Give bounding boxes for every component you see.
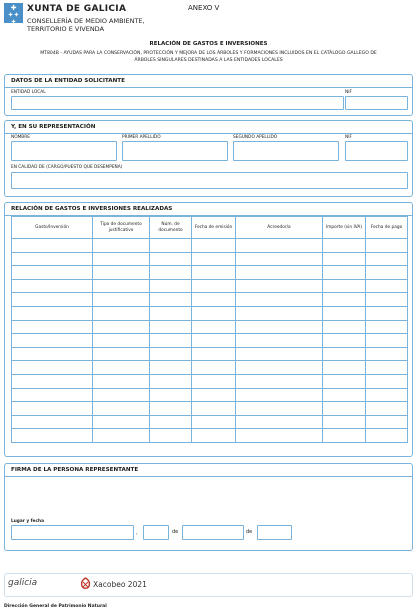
table-cell[interactable]: [236, 361, 323, 375]
table-cell[interactable]: [12, 402, 93, 416]
table-cell[interactable]: [236, 252, 323, 266]
entidad-section-title: DATOS DE LA ENTIDAD SOLICITANTE: [11, 78, 125, 84]
table-row: [12, 415, 408, 429]
table-cell[interactable]: [192, 415, 236, 429]
entidad-nif-input[interactable]: [345, 96, 408, 110]
table-cell[interactable]: [236, 293, 323, 307]
table-cell[interactable]: [12, 361, 93, 375]
table-cell[interactable]: [236, 306, 323, 320]
direccion-general-label: Dirección General de Patrimonio Natural: [4, 604, 107, 609]
table-cell[interactable]: [93, 402, 150, 416]
table-row: [12, 429, 408, 443]
calidad-label: EN CALIDAD DE (CARGO/PUESTO QUE DESEMPEÑA): [11, 165, 123, 170]
table-cell[interactable]: [366, 334, 408, 348]
table-cell[interactable]: [192, 266, 236, 280]
table-cell[interactable]: [93, 306, 150, 320]
table-cell[interactable]: [323, 239, 366, 253]
table-cell[interactable]: [192, 252, 236, 266]
comma-separator: ,: [136, 530, 138, 536]
table-row: [12, 347, 408, 361]
table-cell[interactable]: [192, 239, 236, 253]
lugar-fecha-label: Lugar y fecha: [11, 519, 44, 524]
table-cell[interactable]: [366, 239, 408, 253]
table-cell[interactable]: [192, 320, 236, 334]
table-cell[interactable]: [93, 266, 150, 280]
table-cell[interactable]: [192, 334, 236, 348]
table-cell[interactable]: [366, 252, 408, 266]
table-cell[interactable]: [150, 374, 192, 388]
section-divider: [5, 87, 412, 88]
column-header: Fecha de pago: [366, 217, 408, 239]
table-cell[interactable]: [12, 334, 93, 348]
table-cell[interactable]: [366, 279, 408, 293]
table-cell[interactable]: [366, 429, 408, 443]
table-cell[interactable]: [323, 374, 366, 388]
table-cell[interactable]: [93, 361, 150, 375]
table-cell[interactable]: [236, 239, 323, 253]
table-cell[interactable]: [236, 429, 323, 443]
table-cell[interactable]: [366, 320, 408, 334]
table-cell[interactable]: [323, 415, 366, 429]
table-cell[interactable]: [93, 347, 150, 361]
table-cell[interactable]: [236, 415, 323, 429]
table-row: [12, 279, 408, 293]
table-cell[interactable]: [12, 293, 93, 307]
table-row: [12, 334, 408, 348]
de-separator-1: de: [172, 529, 179, 535]
primer-apellido-label: PRIMER APELLIDO: [122, 135, 161, 140]
table-cell[interactable]: [12, 266, 93, 280]
table-cell[interactable]: [93, 429, 150, 443]
table-cell[interactable]: [12, 306, 93, 320]
gastos-section-title: RELACIÓN DE GASTOS E INVERSIONES REALIZADAS: [11, 206, 173, 212]
table-cell[interactable]: [192, 402, 236, 416]
xacobeo-logo-icon: [80, 577, 91, 590]
section-divider: [5, 133, 412, 134]
table-cell[interactable]: [12, 239, 93, 253]
table-cell[interactable]: [323, 279, 366, 293]
table-cell[interactable]: [366, 402, 408, 416]
table-row: [12, 402, 408, 416]
table-row: [12, 252, 408, 266]
table-cell[interactable]: [236, 320, 323, 334]
xacobeo-logo-text: Xacobeo 2021: [93, 580, 147, 589]
table-cell[interactable]: [323, 388, 366, 402]
table-cell[interactable]: [366, 293, 408, 307]
galicia-logo: galicia: [8, 578, 38, 588]
table-cell[interactable]: [323, 429, 366, 443]
representante-nif-input[interactable]: [345, 141, 408, 161]
table-cell[interactable]: [323, 402, 366, 416]
table-cell[interactable]: [150, 334, 192, 348]
table-cell[interactable]: [323, 334, 366, 348]
entidad-nif-label: NIF: [345, 90, 352, 95]
table-cell[interactable]: [323, 361, 366, 375]
table-cell[interactable]: [93, 252, 150, 266]
table-cell[interactable]: [150, 306, 192, 320]
table-header-row: [12, 217, 408, 239]
table-cell[interactable]: [12, 347, 93, 361]
entidad-local-label: ENTIDAD LOCAL: [11, 90, 46, 95]
table-cell[interactable]: [93, 334, 150, 348]
table-cell[interactable]: [323, 293, 366, 307]
table-cell[interactable]: [236, 374, 323, 388]
table-cell[interactable]: [236, 388, 323, 402]
table-cell[interactable]: [12, 429, 93, 443]
table-cell[interactable]: [236, 347, 323, 361]
table-cell[interactable]: [323, 252, 366, 266]
table-cell[interactable]: [93, 374, 150, 388]
table-cell[interactable]: [323, 320, 366, 334]
table-cell[interactable]: [366, 374, 408, 388]
gastos-table: [11, 216, 408, 443]
table-cell[interactable]: [12, 320, 93, 334]
section-divider: [5, 476, 412, 477]
lugar-input[interactable]: [11, 525, 134, 540]
footer-band: [4, 573, 413, 597]
table-row: [12, 374, 408, 388]
table-cell[interactable]: [192, 279, 236, 293]
table-cell[interactable]: [150, 388, 192, 402]
table-cell[interactable]: [236, 266, 323, 280]
firma-section-title: FIRMA DE LA PERSONA REPRESENTANTE: [11, 467, 139, 473]
org-name: XUNTA DE GALICIA: [27, 4, 127, 14]
table-cell[interactable]: [192, 347, 236, 361]
document-title: RELACIÓN DE GASTOS E INVERSIONES: [149, 41, 268, 47]
gastos-section: [4, 202, 413, 457]
annex-label: ANEXO V: [188, 4, 220, 12]
table-cell[interactable]: [12, 415, 93, 429]
representacion-section: [4, 120, 413, 197]
department-line-1: CONSELLERÍA DE MEDIO AMBIENTE,: [27, 17, 145, 25]
mes-input[interactable]: [182, 525, 244, 540]
table-cell[interactable]: [93, 415, 150, 429]
table-cell[interactable]: [93, 293, 150, 307]
nombre-label: NOMBRE: [11, 135, 30, 140]
table-cell[interactable]: [323, 347, 366, 361]
department-line-2: TERRITORIO E VIVENDA: [27, 25, 105, 33]
representacion-section-title: Y, EN SU REPRESENTACIÓN: [11, 124, 96, 130]
calidad-input[interactable]: [11, 172, 408, 189]
table-cell[interactable]: [150, 361, 192, 375]
column-header: Fecha de emisión: [192, 217, 236, 239]
table-cell[interactable]: [150, 402, 192, 416]
table-cell[interactable]: [93, 388, 150, 402]
table-cell[interactable]: [12, 374, 93, 388]
table-cell[interactable]: [323, 306, 366, 320]
column-header: Gasto/Inversión: [12, 217, 93, 239]
primer-apellido-input[interactable]: [122, 141, 228, 161]
table-cell[interactable]: [150, 239, 192, 253]
table-row: [12, 361, 408, 375]
table-cell[interactable]: [192, 361, 236, 375]
table-cell[interactable]: [192, 306, 236, 320]
table-cell[interactable]: [93, 239, 150, 253]
table-cell[interactable]: [150, 347, 192, 361]
table-cell[interactable]: [366, 415, 408, 429]
segundo-apellido-input[interactable]: [233, 141, 339, 161]
table-row: [12, 306, 408, 320]
representante-nif-label: NIF: [345, 135, 352, 140]
table-cell[interactable]: [192, 429, 236, 443]
table-cell[interactable]: [150, 429, 192, 443]
table-cell[interactable]: [150, 320, 192, 334]
column-header: Núm. de documento: [150, 217, 192, 239]
gastos-table-body: [12, 239, 408, 443]
segundo-apellido-label: SEGUNDO APELLIDO: [233, 135, 278, 140]
table-cell[interactable]: [192, 293, 236, 307]
table-cell[interactable]: [12, 252, 93, 266]
entidad-local-input[interactable]: [11, 96, 344, 110]
table-cell[interactable]: [150, 279, 192, 293]
table-cell[interactable]: [192, 374, 236, 388]
table-row: [12, 293, 408, 307]
table-cell[interactable]: [366, 306, 408, 320]
table-cell[interactable]: [366, 388, 408, 402]
table-cell[interactable]: [366, 347, 408, 361]
anio-input[interactable]: [257, 525, 292, 540]
entidad-section: [4, 74, 413, 116]
table-cell[interactable]: [236, 279, 323, 293]
table-cell[interactable]: [323, 266, 366, 280]
table-cell[interactable]: [150, 266, 192, 280]
xunta-logo-icon: ✚ ✦✦ ✦: [4, 3, 23, 23]
table-cell[interactable]: [366, 361, 408, 375]
table-cell[interactable]: [150, 293, 192, 307]
table-cell[interactable]: [236, 334, 323, 348]
dia-input[interactable]: [143, 525, 169, 540]
firma-section: [4, 463, 413, 551]
column-header: Importe (sin IVA): [323, 217, 366, 239]
department-name: [27, 17, 145, 33]
de-separator-2: de: [246, 529, 253, 535]
table-row: [12, 320, 408, 334]
nombre-input[interactable]: [11, 141, 117, 161]
table-row: [12, 266, 408, 280]
table-cell[interactable]: [12, 279, 93, 293]
table-cell[interactable]: [150, 415, 192, 429]
table-cell[interactable]: [93, 320, 150, 334]
table-cell[interactable]: [192, 388, 236, 402]
column-header: Acreedor/a: [236, 217, 323, 239]
document-subtitle: MT804B - AYUDAS PARA LA CONSERVACIÓN, PROTECCIÓN Y MEJORA DE LOS ÁRBOLES Y FORMACIONES INCLUIDOS EN EL CATÁLOGO GALLEGO DE ÁRBOLES SINGULARES DESTINADAS A LAS ENTIDADES LOCALES: [40, 51, 377, 63]
table-cell[interactable]: [236, 402, 323, 416]
table-row: [12, 239, 408, 253]
table-cell[interactable]: [150, 252, 192, 266]
column-header: Tipo de documento justificativo: [93, 217, 150, 239]
table-row: [12, 388, 408, 402]
table-cell[interactable]: [93, 279, 150, 293]
table-cell[interactable]: [366, 266, 408, 280]
table-cell[interactable]: [12, 388, 93, 402]
